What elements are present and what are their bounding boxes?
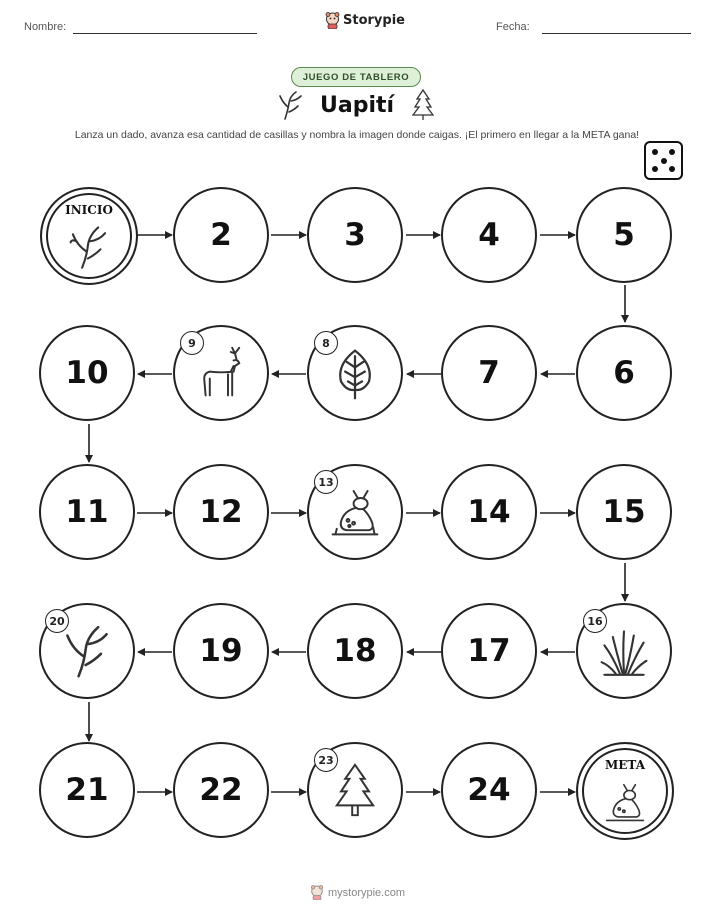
board-cell-24[interactable]: 24 <box>441 742 537 838</box>
board-cell-22[interactable]: 22 <box>173 742 269 838</box>
board-cell-start[interactable] <box>40 187 138 285</box>
board-cell-11[interactable]: 11 <box>39 464 135 560</box>
page-title: Uapití <box>320 93 395 118</box>
board-cell-6[interactable]: 6 <box>576 325 672 421</box>
footer <box>310 885 405 900</box>
pine-tree-icon <box>327 762 383 818</box>
leaf-icon <box>327 345 383 401</box>
date-label: Fecha: <box>496 21 530 33</box>
board-cell-goal[interactable] <box>576 742 674 840</box>
board-cell-18[interactable]: 18 <box>307 603 403 699</box>
board-cell-4[interactable]: 4 <box>441 187 537 283</box>
coral-icon <box>59 623 115 679</box>
goal-label: META <box>604 758 645 772</box>
board-cell-15[interactable]: 15 <box>576 464 672 560</box>
board-cell-7[interactable]: 7 <box>441 325 537 421</box>
cell-number-badge: 8 <box>314 331 338 355</box>
board-cell-14[interactable]: 14 <box>441 464 537 560</box>
name-label: Nombre: <box>24 21 67 33</box>
storypie-mascot-icon <box>310 885 324 900</box>
cell-number-badge: 13 <box>314 470 338 494</box>
footer-site[interactable]: mystorypie.com <box>328 886 406 899</box>
board-cell-12[interactable]: 12 <box>173 464 269 560</box>
fawn-icon <box>327 484 383 540</box>
start-label: INICIO <box>65 203 113 217</box>
board-cell-3[interactable]: 3 <box>307 187 403 283</box>
cell-number-badge: 23 <box>314 748 338 772</box>
brand-name: Storypie <box>343 13 405 28</box>
cell-number-badge: 16 <box>583 609 607 633</box>
instructions: Lanza un dado, avanza esa cantidad de casillas y nombra la imagen donde caigas. ¡El primero en llegar a la META gana! <box>74 129 640 141</box>
board-cell-5[interactable]: 5 <box>576 187 672 283</box>
coral-icon <box>66 224 112 270</box>
board-cell-10[interactable]: 10 <box>39 325 135 421</box>
deer-icon <box>193 345 249 401</box>
cell-number-badge: 20 <box>45 609 69 633</box>
grass-icon <box>596 623 652 679</box>
board-cell-2[interactable]: 2 <box>173 187 269 283</box>
fawn-icon <box>602 779 648 825</box>
board-cell-21[interactable]: 21 <box>39 742 135 838</box>
game-type-badge: JUEGO DE TABLERO <box>291 67 421 87</box>
board-cell-19[interactable]: 19 <box>173 603 269 699</box>
cell-number-badge: 9 <box>180 331 204 355</box>
board-cell-17[interactable]: 17 <box>441 603 537 699</box>
